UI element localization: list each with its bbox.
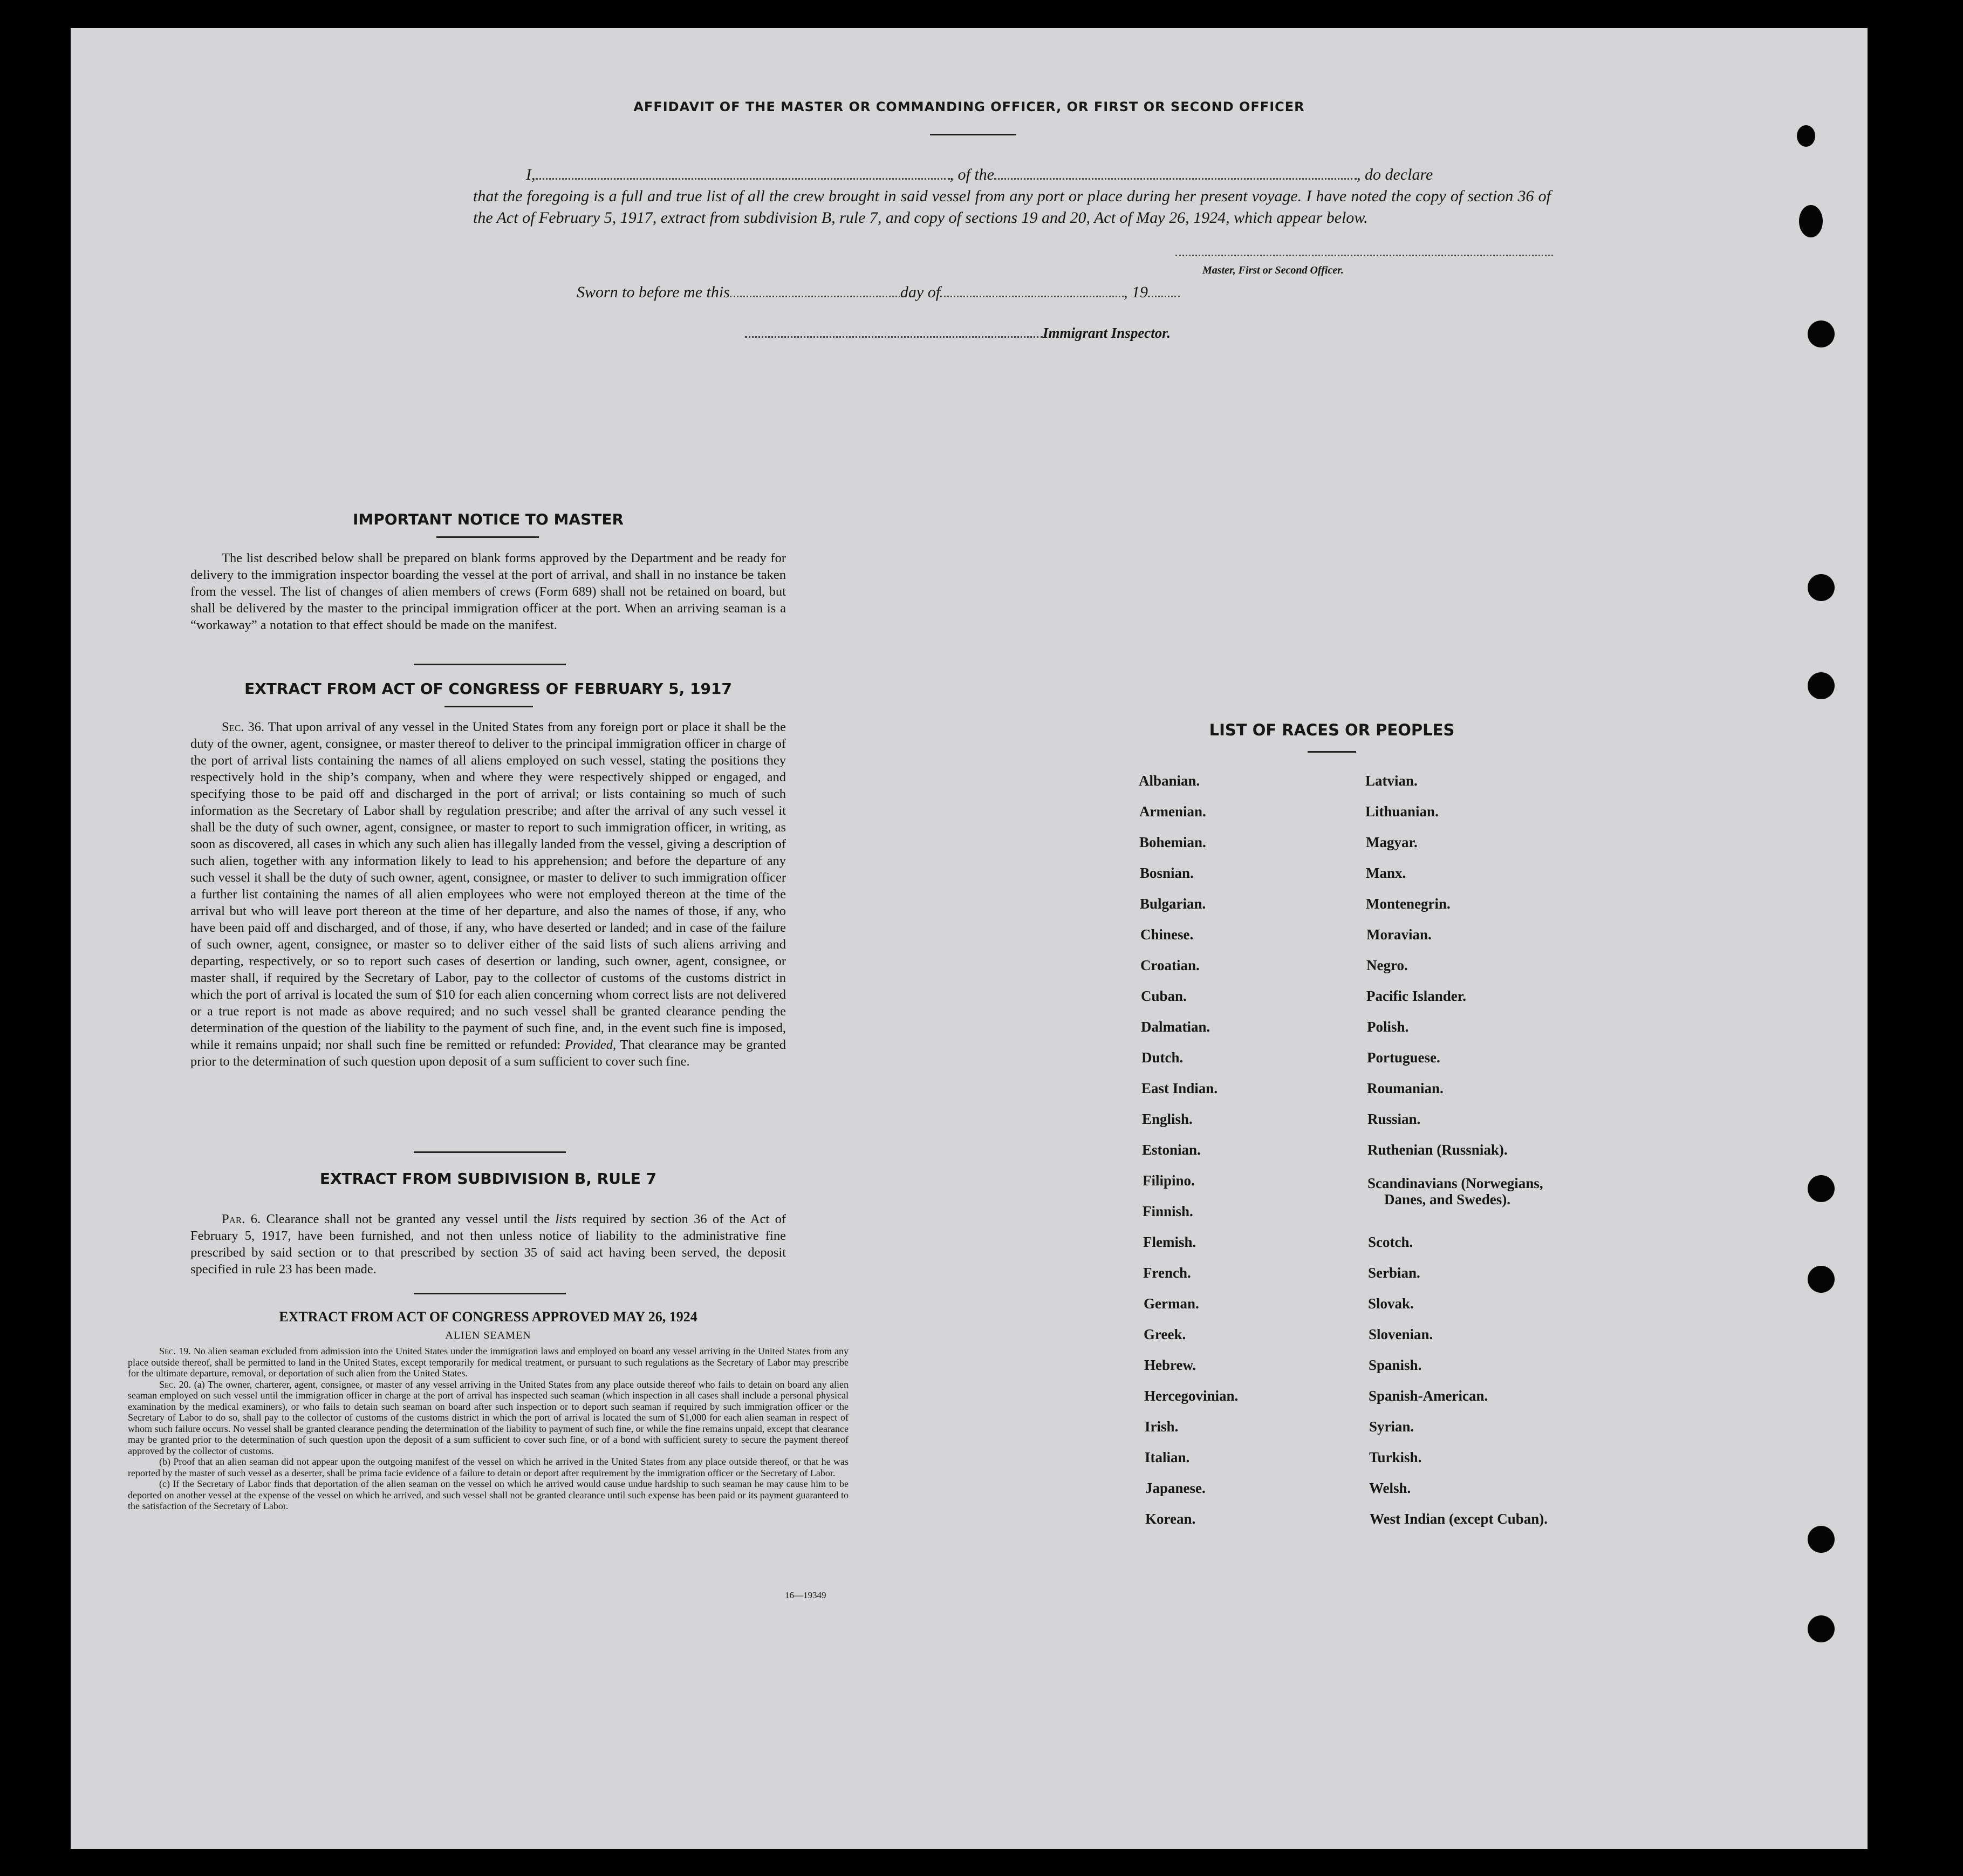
affidavit-body: that the foregoing is a full and true list of all the crew brought in said vessel from any port or place during her present voyage. I have noted the copy of section 36 of the Act of February 5, 1917, extract from subdivision B, rule 7, and copy of sections 19 and 20, Act of May 26, 1924, which appear below. (473, 187, 1551, 227)
race-right-15: Scotch. (1368, 1234, 1413, 1250)
extract-1924-subtitle: ALIEN SEAMEN (445, 1329, 531, 1341)
race-left-12: English. (1142, 1111, 1193, 1127)
race-right-22: Turkish. (1369, 1449, 1422, 1465)
notice-end-rule (414, 664, 566, 665)
master-signature-label: Master, First or Second Officer. (1202, 264, 1344, 276)
race-right-12: Russian. (1367, 1111, 1421, 1127)
race-right-11: Roumanian. (1367, 1080, 1444, 1096)
race-right-14: Scandinavians (Norwegians, (1367, 1175, 1543, 1191)
inspector-signature-blank[interactable] (745, 322, 1043, 338)
notice-body: The list described below shall be prepared on blank forms approved by the Department and be ready for delivery to the immigration inspector boarding the vessel at the port of arrival, and shall in no instance be taken from the vessel. The list of changes of alien members of crews (Form 689) shall not be retained on board, but shall be delivered by the master to the principal immigration officer at the port. When an arriving seaman is a “workaway” a notation to that effect should be made on the manifest. (190, 551, 786, 632)
race-right-13: Ruthenian (Russniak). (1367, 1142, 1508, 1158)
race-right-8: Pacific Islander. (1366, 988, 1466, 1004)
sworn-month-blank[interactable] (940, 282, 1124, 297)
race-right-6: Moravian. (1366, 926, 1432, 943)
race-left-25: Korean. (1145, 1511, 1196, 1527)
master-signature-line[interactable] (1175, 255, 1553, 256)
race-left-15: Finnish. (1143, 1203, 1193, 1219)
race-left-18: German. (1144, 1295, 1199, 1312)
name-blank-field[interactable] (536, 164, 950, 180)
sec-19-label: Sec. 19. (159, 1346, 191, 1356)
par-6-label: Par. 6. (222, 1212, 261, 1226)
race-left-4: Bosnian. (1140, 865, 1194, 881)
race-right-17: Slovak. (1368, 1295, 1414, 1312)
sworn-label: Sworn to before me this (577, 283, 730, 301)
sec-20a-text: (a) The owner, charterer, agent, consignee, or master of any vessel arriving in the United States from any place outside thereof who fails to detain on board any alien seaman employed on such vessel until the immigration officer in charge at the port of arrival has inspected such seaman (which inspection in all cases shall include a personal physical examination by the medical examiners), or who fails to detain such seaman on board after such inspection or to deport such seaman if required by such immigration officer or the Secretary of Labor to do so, shall pay to the collector of customs of the customs district in which the port of arrival is located the sum of $1,000 for each alien seaman in respect of whom such failure occurs. No vessel shall be granted clearance pending the determination of the liability to payment of such fine, or while the fine remains unpaid, except that clearance may be granted prior to the determination of such question upon the deposit of a sum sufficient to cover such fine, or of a bond with sufficient surety to secure the payment thereof approved by the collector of customs. (128, 1379, 849, 1456)
binder-hole-5 (1808, 672, 1835, 699)
race-left-19: Greek. (1144, 1326, 1186, 1342)
race-right-3: Magyar. (1366, 834, 1418, 850)
rule7-text-a: Clearance shall not be granted any vessel until the (266, 1212, 550, 1226)
rule7-body (190, 1211, 786, 1278)
extract-1917-body (190, 719, 786, 1070)
sworn-year-blank[interactable] (1148, 282, 1180, 297)
affidavit-i-label: I, (526, 166, 536, 183)
race-right-10: Portuguese. (1367, 1049, 1440, 1066)
extract-1924-title: EXTRACT FROM ACT OF CONGRESS APPROVED MAY 26, 1924 (279, 1309, 697, 1325)
race-right-23: Welsh. (1369, 1480, 1411, 1496)
race-left-16: Flemish. (1143, 1234, 1196, 1250)
inspector-label: Immigrant Inspector. (1043, 325, 1171, 341)
race-right-21: Syrian. (1369, 1418, 1414, 1435)
sec-20c-text: (c) If the Secretary of Labor finds that deportation of the alien seaman on the vessel on which he arrived would cause undue hardship to such seaman he may cause him to be deported on another vessel at the expense of the vessel on which he arrived, and such vessel shall not be granted clearance until such expense has been paid or its payment guaranteed to the satisfaction of the Secretary of Labor. (128, 1478, 849, 1511)
inspector-line (745, 322, 1171, 342)
race-right-16: Serbian. (1368, 1265, 1420, 1281)
race-left-3: Bohemian. (1139, 834, 1206, 850)
form-number: 16—19349 (785, 1590, 826, 1600)
affidavit-of-the-label: , of the (949, 166, 994, 183)
race-right-7: Negro. (1366, 957, 1408, 973)
year-label: , 19 (1124, 283, 1148, 301)
race-left-14: Filipino. (1143, 1172, 1195, 1189)
race-left-20: Hebrew. (1144, 1357, 1196, 1373)
race-right-5: Montenegrin. (1366, 896, 1451, 912)
race-left-2: Armenian. (1139, 803, 1206, 820)
race-right-18: Slovenian. (1369, 1326, 1433, 1342)
race-left-8: Cuban. (1141, 988, 1187, 1004)
extract-1917-title-rule (444, 706, 533, 707)
affidavit-title: AFFIDAVIT OF THE MASTER OR COMMANDING OFFICER, OR FIRST OR SECOND OFFICER (633, 99, 1305, 114)
race-right-2: Lithuanian. (1365, 803, 1439, 820)
race-right-1: Latvian. (1365, 773, 1418, 789)
binder-hole-2 (1799, 205, 1823, 237)
sworn-day-blank[interactable] (730, 282, 900, 297)
sec-36-label: Sec. 36. (222, 720, 265, 734)
provided-word: Provided, (565, 1038, 617, 1052)
document-page (71, 28, 1868, 1849)
races-title: LIST OF RACES OR PEOPLES (1209, 721, 1455, 739)
race-right-19: Spanish. (1369, 1357, 1422, 1373)
race-right-9: Polish. (1367, 1019, 1409, 1035)
extract-1917-title: EXTRACT FROM ACT OF CONGRESS OF FEBRUARY 5, 1917 (244, 680, 732, 698)
races-title-rule (1308, 751, 1356, 753)
race-left-9: Dalmatian. (1141, 1019, 1210, 1035)
binder-hole-1 (1797, 125, 1815, 147)
binder-hole-8 (1808, 1526, 1835, 1553)
sec-19-text: No alien seaman excluded from admission into the United States under the immigration laws and employed on board any vessel arriving in the United States from any place outside thereof, shall be permitted to land in the United States, except temporarily for medical treatment, or pursuant to such regulations as the Secretary of Labor may prescribe for the ultimate departure, removal, or deportation of such alien from the United States. (128, 1346, 849, 1379)
race-left-21: Hercegovinian. (1144, 1388, 1239, 1404)
sec-20b-text: (b) Proof that an alien seaman did not appear upon the outgoing manifest of the vessel on which he arrived in the United States from any place outside thereof, or that he was reported by the master of such vessel as a deserter, shall be prima facie evidence of a failure to detain or deport after requirement by the immigration officer or the Secretary of Labor. (128, 1456, 849, 1478)
affidavit-declare-label: , do declare (1357, 166, 1433, 183)
sec-36-tail: That clearance may be granted prior to the determination of such question upon deposit of a sum sufficient to cover such fine. (190, 1038, 786, 1069)
sworn-line (577, 282, 1180, 302)
rule7-title: EXTRACT FROM SUBDIVISION B, RULE 7 (319, 1170, 657, 1188)
race-left-22: Irish. (1145, 1418, 1179, 1435)
extract-1924-body (128, 1346, 849, 1512)
lists-word: lists (555, 1212, 577, 1226)
race-left-13: Estonian. (1142, 1142, 1201, 1158)
notice-title-rule (436, 536, 539, 538)
race-right-24: West Indian (except Cuban). (1370, 1511, 1548, 1527)
race-right-14-cont: Danes, and Swedes). (1384, 1191, 1511, 1208)
sec-20-label: Sec. 20. (159, 1379, 191, 1390)
race-right-4: Manx. (1366, 865, 1406, 881)
rule7-text-b: required by section 36 of the Act of February 5, 1917, have been furnished, and not then unless notice of liability to the administrative fine prescribed by said section or to that prescribed by section 35 of said act having been served, the deposit specified in rule 23 has been made. (190, 1212, 786, 1277)
race-left-7: Croatian. (1140, 957, 1200, 973)
vessel-blank-field[interactable] (994, 164, 1357, 180)
race-right-20: Spanish-American. (1369, 1388, 1488, 1404)
day-of-label: day of (900, 283, 941, 301)
race-left-1: Albanian. (1139, 773, 1200, 789)
affidavit-title-rule (930, 134, 1016, 135)
binder-hole-6 (1808, 1175, 1835, 1202)
rule7-end-rule (414, 1293, 566, 1294)
binder-hole-3 (1808, 320, 1835, 347)
race-left-6: Chinese. (1140, 926, 1194, 943)
race-left-23: Italian. (1145, 1449, 1190, 1465)
race-left-10: Dutch. (1141, 1049, 1184, 1066)
race-left-5: Bulgarian. (1140, 896, 1206, 912)
sec-36-text: That upon arrival of any vessel in the United States from any foreign port or place it shall be the duty of the owner, agent, consignee, or master thereof to deliver to the principal immigration officer in charge of the port of arrival lists containing the names of all aliens employed on such vessel, stating the positions they respectively hold in the ship’s company, when and where they were respectively shipped or engaged, and specifying those to be paid off and discharged in the port of arrival; or lists containing so much of such information as the Secretary of Labor shall by regulation prescribe; and after the arrival of any such vessel it shall be the duty of such owner, agent, consignee, or master to report to such immigration officer, in writing, as soon as discovered, all cases in which any such alien has illegally landed from the vessel, giving a description of such alien, together with any information likely to lead to his apprehension; and before the departure of any such vessel it shall be the duty of such owner, agent, consignee, or master to deliver to such immigration officer a further list containing the names of all alien employees who were not employed thereon at the time of the arrival but who will leave port thereon at the time of her departure, and also the names of those, if any, who have been paid off and discharged, and of those, if any, who have deserted or landed; and in case of the failure of such owner, agent, consignee, or master so to deliver either of the said lists of such aliens arriving and departing, respectively, or so to report such cases of desertion or landing, such owner, agent, consignee, or master shall, if required by the Secretary of Labor, pay to the collector of customs of the customs district in which the port of arrival is located the sum of $10 for each alien concerning whom correct lists are not delivered or a true report is not made as above required; and no such vessel shall be granted clearance pending the determination of the question of the liability to the payment of such fine, and, in the event such fine is imposed, while it remains unpaid; nor shall such fine be remitted or refunded: (190, 720, 786, 1052)
binder-hole-4 (1808, 574, 1835, 601)
race-left-24: Japanese. (1145, 1480, 1206, 1496)
extract-1917-end-rule (414, 1151, 566, 1153)
binder-hole-9 (1808, 1615, 1835, 1642)
race-left-17: French. (1143, 1265, 1191, 1281)
affidavit-declaration (473, 164, 1551, 229)
binder-hole-7 (1808, 1266, 1835, 1293)
race-left-11: East Indian. (1141, 1080, 1218, 1096)
notice-title: IMPORTANT NOTICE TO MASTER (352, 510, 624, 528)
